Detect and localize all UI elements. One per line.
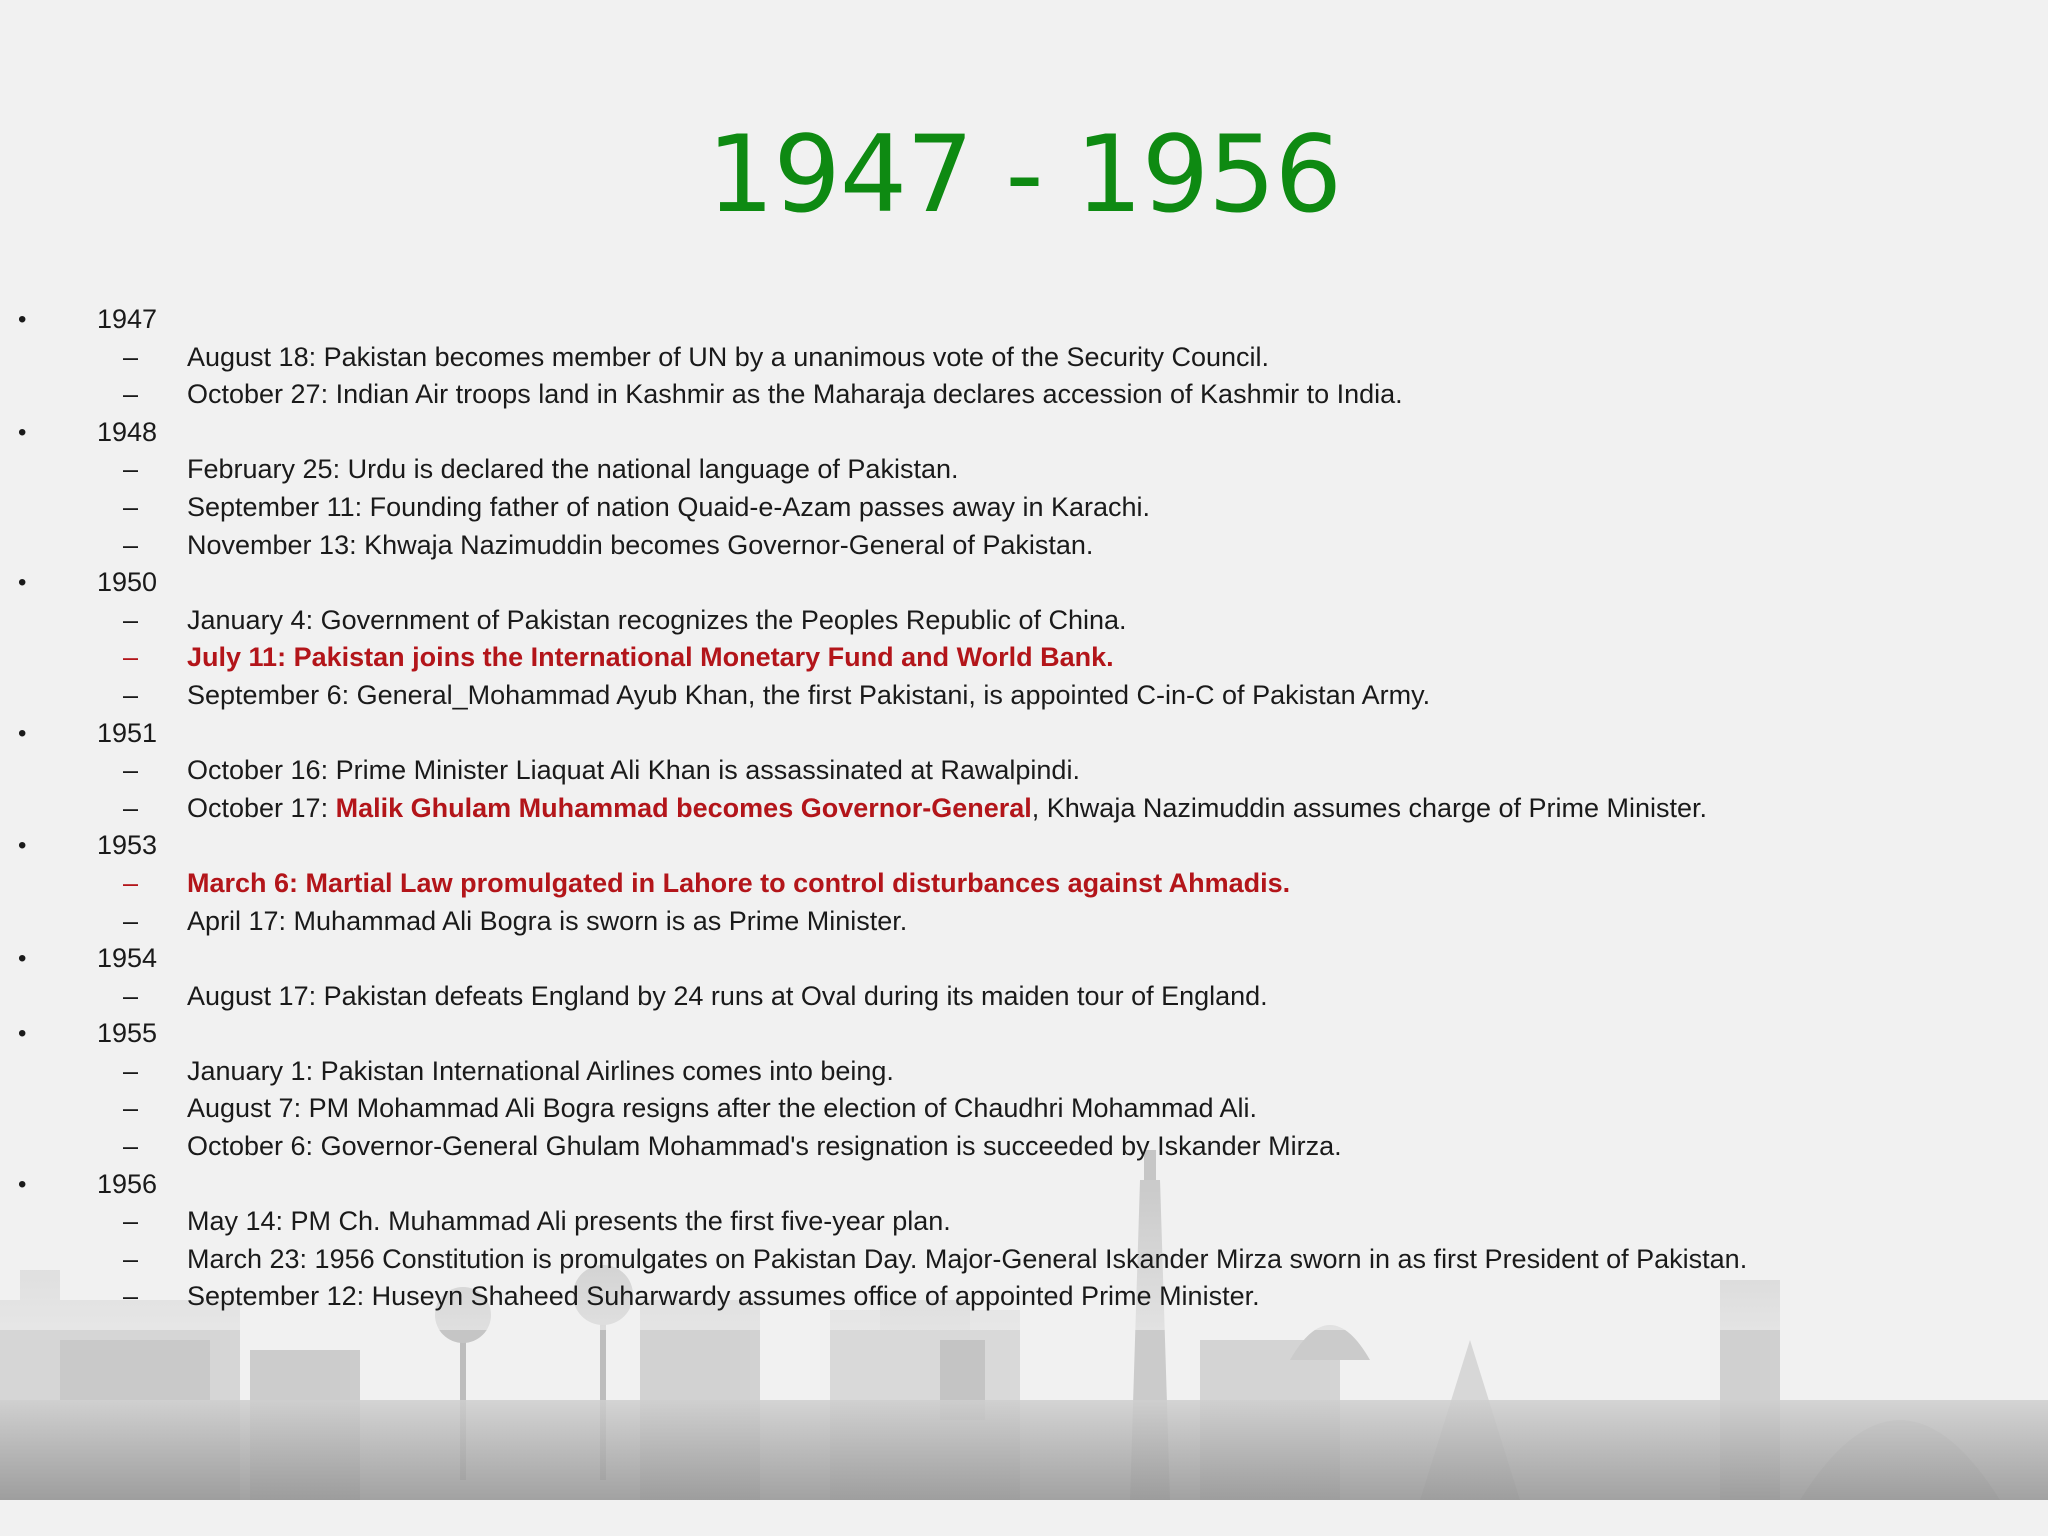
year-item — [0, 940, 2048, 978]
dash-icon: – — [123, 604, 139, 635]
event-text — [187, 376, 1403, 414]
event-text — [187, 339, 1269, 377]
year-item — [0, 1015, 2048, 1053]
year-item — [0, 827, 2048, 865]
event-segment: August 17: Pakistan defeats England by 24 runs at Oval during its maiden tour of England. — [187, 980, 1268, 1011]
year-label: 1950 — [97, 567, 158, 598]
event-item — [0, 451, 2048, 489]
event-text — [187, 978, 1268, 1016]
dash-icon: – — [123, 1131, 139, 1162]
event-segment: January 4: Government of Pakistan recognizes the Peoples Republic of China. — [187, 604, 1127, 635]
bullet-icon: • — [18, 1170, 27, 1198]
event-item — [0, 1241, 2048, 1279]
event-text — [187, 602, 1127, 640]
event-text — [187, 1090, 1257, 1128]
year-label: 1947 — [97, 304, 158, 334]
event-item — [0, 1203, 2048, 1241]
dash-icon: – — [123, 491, 139, 522]
dash-icon: – — [123, 905, 139, 936]
dash-icon: – — [123, 792, 139, 823]
event-item — [0, 903, 2048, 941]
event-segment: October 6: Governor-General Ghulam Mohammad's resignation is succeeded by Iskander Mirza. — [187, 1131, 1342, 1162]
dash-icon: – — [123, 341, 139, 372]
event-segment: April 17: Muhammad Ali Bogra is sworn is as Prime Minister. — [187, 905, 908, 936]
year-item — [0, 1166, 2048, 1204]
year-item — [0, 414, 2048, 452]
event-text — [187, 1241, 1747, 1279]
dash-icon: – — [123, 1055, 139, 1086]
event-segment: September 12: Huseyn Shaheed Suharwardy assumes office of appointed Prime Minister. — [187, 1281, 1260, 1312]
event-text — [187, 677, 1430, 715]
year-label: 1954 — [97, 943, 158, 974]
event-highlight: March 6: Martial Law promulgated in Lahore to control disturbances against Ahmadis. — [187, 867, 1291, 898]
event-text — [187, 1128, 1342, 1166]
event-segment: , Khwaja Nazimuddin assumes charge of Prime Minister. — [1031, 792, 1708, 823]
event-text — [187, 489, 1150, 527]
event-text — [187, 451, 958, 489]
year-label: 1955 — [97, 1018, 158, 1049]
dash-icon: – — [123, 755, 139, 786]
event-segment: November 13: Khwaja Nazimuddin becomes Governor-General of Pakistan. — [187, 529, 1094, 560]
event-item — [0, 602, 2048, 640]
event-item — [0, 1128, 2048, 1166]
event-item — [0, 790, 2048, 828]
event-text — [187, 1278, 1260, 1316]
dash-icon: – — [123, 529, 139, 560]
slide-title: 1947 - 1956 — [706, 113, 1342, 236]
event-text — [187, 1053, 894, 1091]
bullet-icon: • — [18, 832, 27, 860]
event-segment: September 6: General_Mohammad Ayub Khan, the first Pakistani, is appointed C-in-C of Pakistan Army. — [187, 679, 1431, 710]
bullet-icon: • — [18, 1020, 27, 1048]
event-text — [187, 903, 907, 941]
event-item — [0, 978, 2048, 1016]
dash-icon: – — [123, 379, 139, 410]
event-item — [0, 639, 2048, 677]
event-item — [0, 752, 2048, 790]
year-label: 1956 — [97, 1168, 158, 1199]
event-highlight: July 11: Pakistan joins the International Monetary Fund and World Bank. — [187, 642, 1114, 673]
event-segment: October 16: Prime Minister Liaquat Ali Khan is assassinated at Rawalpindi. — [187, 755, 1080, 786]
dash-icon: – — [123, 980, 139, 1011]
event-item — [0, 1090, 2048, 1128]
event-segment: February 25: Urdu is declared the national language of Pakistan. — [187, 454, 959, 485]
dash-icon: – — [123, 1093, 139, 1124]
dash-icon: – — [123, 1206, 139, 1237]
event-text — [187, 639, 1114, 677]
year-label: 1948 — [97, 416, 158, 447]
dash-icon: – — [123, 642, 139, 673]
dash-icon: – — [123, 1281, 139, 1312]
year-label: 1953 — [97, 830, 158, 861]
bullet-icon: • — [18, 306, 27, 333]
bullet-icon: • — [18, 945, 27, 973]
event-item — [0, 489, 2048, 527]
event-item — [0, 376, 2048, 414]
event-segment: August 7: PM Mohammad Ali Bogra resigns after the election of Chaudhri Mohammad Ali. — [187, 1093, 1258, 1124]
event-text — [187, 752, 1080, 790]
event-highlight: Malik Ghulam Muhammad becomes Governor-General — [335, 792, 1032, 823]
dash-icon: – — [123, 1243, 139, 1274]
event-segment: October 27: Indian Air troops land in Kashmir as the Maharaja declares accession of Kashmir to India. — [187, 379, 1403, 410]
event-item — [0, 1053, 2048, 1091]
event-item — [0, 677, 2048, 715]
event-text — [187, 865, 1290, 903]
event-item — [0, 1278, 2048, 1316]
event-item — [0, 865, 2048, 903]
bullet-icon: • — [18, 719, 27, 747]
event-segment: March 23: 1956 Constitution is promulgates on Pakistan Day. Major-General Iskander Mirza sworn in as first President of Pakistan. — [187, 1243, 1748, 1274]
year-label: 1951 — [97, 717, 158, 748]
year-item — [0, 715, 2048, 753]
event-text — [187, 1203, 951, 1241]
event-segment: October 17: — [187, 792, 336, 823]
event-item — [0, 339, 2048, 377]
bullet-icon: • — [18, 418, 27, 446]
event-item — [0, 527, 2048, 565]
event-segment: September 11: Founding father of nation Quaid-e-Azam passes away in Karachi. — [187, 491, 1151, 522]
event-segment: August 18: Pakistan becomes member of UN by a unanimous vote of the Security Council. — [187, 341, 1270, 372]
dash-icon: – — [123, 679, 139, 710]
event-text — [187, 527, 1093, 565]
year-item — [0, 564, 2048, 602]
dash-icon: – — [123, 867, 139, 898]
event-segment: January 1: Pakistan International Airlines comes into being. — [187, 1055, 894, 1086]
year-item — [0, 301, 2048, 339]
timeline-list — [0, 301, 2048, 1316]
event-text — [187, 790, 1707, 828]
event-segment: May 14: PM Ch. Muhammad Ali presents the first five-year plan. — [187, 1206, 951, 1237]
bullet-icon: • — [18, 569, 27, 597]
dash-icon: – — [123, 454, 139, 485]
